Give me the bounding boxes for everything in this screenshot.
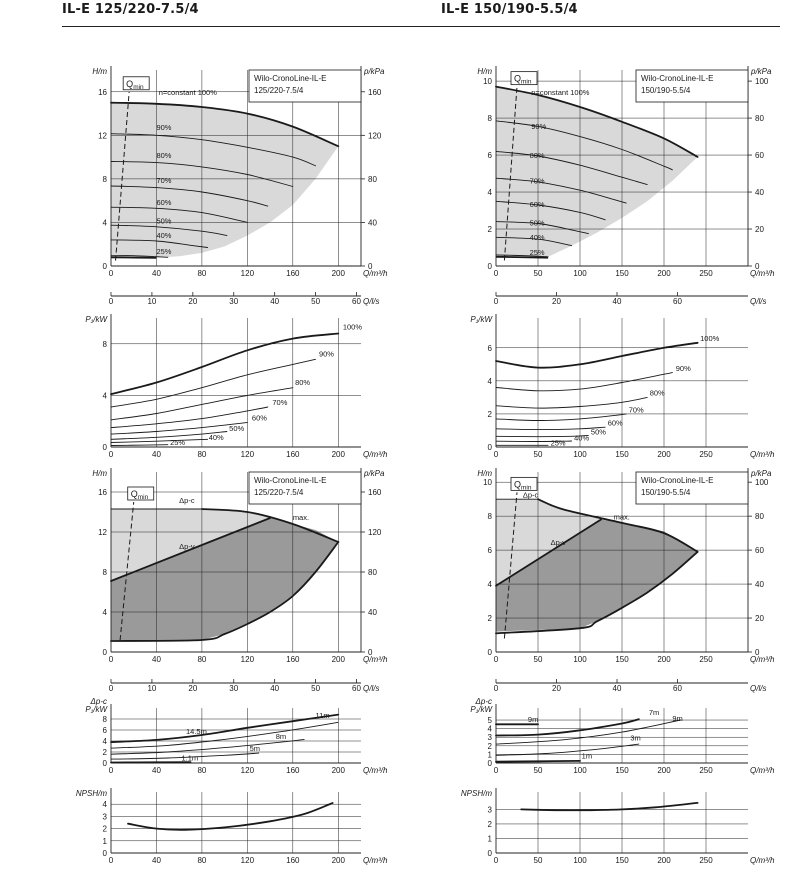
- curve-label: max.: [613, 512, 630, 522]
- chart-l5: [76, 788, 388, 865]
- y-tick-label: 2: [487, 225, 492, 235]
- y2-tick-label: 40: [368, 218, 377, 228]
- legend-text: Wilo-CronoLine-IL-E: [641, 74, 714, 83]
- y-tick-label: 4: [102, 800, 107, 810]
- chart-l3: [92, 468, 388, 693]
- y-tick-label: 2: [102, 824, 107, 834]
- series-npsh-curve: [521, 803, 697, 810]
- x-tick-label: 80: [197, 766, 207, 775]
- y-axis-label: NPSH/m: [460, 789, 492, 798]
- flow-ls-tick-label: 60: [352, 297, 361, 306]
- flow-ls-tick-label: 0: [493, 684, 499, 693]
- flow-ls-axis-label: Q/l/s: [750, 684, 767, 693]
- x-tick-label: 0: [108, 655, 114, 664]
- y-tick-label: 0: [487, 759, 492, 768]
- x-tick-label: 120: [240, 655, 255, 664]
- x-tick-label: 100: [573, 450, 587, 459]
- x-axis-label: Q/m³/h: [363, 856, 388, 865]
- flow-ls-tick-label: 60: [673, 297, 682, 306]
- y-axis-label: P₁/kW: [470, 315, 492, 324]
- flow-ls-tick-label: 60: [352, 684, 361, 693]
- x-tick-label: 200: [331, 856, 345, 865]
- flow-ls-tick-label: 20: [552, 297, 561, 306]
- x-tick-label: 80: [197, 856, 207, 865]
- curve-label: max.: [292, 513, 310, 522]
- x-tick-label: 80: [197, 450, 207, 459]
- x-tick-label: 150: [615, 856, 629, 865]
- curve-label: 90%: [156, 122, 172, 132]
- curve-label: 25%: [529, 247, 545, 257]
- x-tick-label: 50: [533, 655, 543, 664]
- y-tick-label: 0: [487, 849, 492, 858]
- qmin-subscript: min: [137, 494, 149, 501]
- y-tick-label: 4: [487, 188, 492, 198]
- y-tick-label: 4: [102, 608, 107, 617]
- y-tick-label: 6: [102, 726, 107, 735]
- series-70--curve: [111, 407, 268, 428]
- qmin-subscript: min: [521, 484, 532, 492]
- y-tick-label: 8: [102, 715, 107, 724]
- y-tick-label: 4: [487, 376, 492, 386]
- x-tick-label: 160: [286, 450, 300, 459]
- x-tick-label: 200: [657, 655, 671, 664]
- legend-text: 150/190-5.5/4: [641, 488, 691, 497]
- y-tick-label: 4: [487, 580, 492, 590]
- y-axis-label: NPSH/m: [75, 789, 107, 798]
- qmin-label: $Q_{min}$: [126, 78, 144, 91]
- y-tick-label: 5: [487, 716, 492, 726]
- curve-label: 1.1m: [181, 753, 199, 763]
- curve-label: 60%: [156, 198, 172, 208]
- curve-label: 25%: [170, 438, 186, 448]
- x-tick-label: 150: [615, 450, 629, 459]
- curve-label: 90%: [318, 349, 334, 359]
- y2-tick-label: 60: [755, 151, 764, 161]
- curve-label: 70%: [156, 176, 172, 186]
- x-tick-label: 200: [657, 766, 671, 775]
- page-title-left: IL-E 125/220-7.5/4: [62, 2, 199, 17]
- curve-label: 80%: [295, 378, 311, 388]
- curve-label: 90%: [675, 363, 691, 373]
- y-tick-label: 8: [102, 174, 107, 184]
- x-tick-label: 0: [493, 856, 499, 865]
- curve-label: 80%: [529, 150, 545, 160]
- x-tick-label: 100: [573, 269, 587, 278]
- series-80--curve: [496, 397, 647, 408]
- flow-ls-axis-label: Q/l/s: [750, 297, 767, 306]
- y2-axis-label: p/kPa: [751, 67, 772, 76]
- chart-l2: [85, 314, 388, 459]
- curve-label: 90%: [531, 122, 547, 132]
- flow-ls-tick-label: 30: [229, 684, 239, 693]
- flow-ls-tick-label: 10: [147, 297, 157, 306]
- x-axis-label: Q/m³/h: [750, 655, 775, 664]
- curve-label: 80%: [649, 388, 665, 398]
- curve-label: 9m: [527, 714, 539, 724]
- x-axis-label: Q/m³/h: [363, 269, 388, 278]
- y-tick-label: 2: [487, 741, 492, 751]
- curve-label: 3m: [630, 733, 641, 743]
- y2-tick-label: 80: [368, 568, 377, 577]
- y2-tick-label: 60: [755, 546, 764, 556]
- chart-l4: [85, 697, 388, 775]
- flow-ls-tick-label: 20: [188, 684, 198, 693]
- legend-text: Wilo-CronoLine-IL-E: [254, 74, 327, 83]
- x-tick-label: 50: [533, 269, 543, 278]
- curve-label: Δp-v: [550, 538, 567, 548]
- x-tick-label: 200: [331, 269, 345, 278]
- x-tick-label: 250: [699, 269, 713, 278]
- chart-r4: [470, 697, 775, 775]
- x-tick-label: 150: [615, 655, 629, 664]
- flow-ls-tick-label: 0: [108, 684, 114, 693]
- x-tick-label: 150: [615, 269, 629, 278]
- y-axis-label: P₁/kW: [470, 705, 492, 714]
- curve-label: 25%: [550, 438, 566, 448]
- y2-tick-label: 80: [755, 114, 764, 124]
- curve-label: 11m: [315, 710, 330, 720]
- y2-axis-label: p/kPa: [751, 469, 772, 478]
- flow-ls-tick-label: 50: [311, 684, 321, 693]
- curve-label: 5m: [249, 743, 261, 753]
- y-axis-label: H/m: [477, 469, 492, 478]
- series-40--curve: [111, 439, 208, 442]
- flow-ls-tick-label: 10: [147, 684, 157, 693]
- flow-ls-tick-label: 40: [270, 684, 280, 693]
- y-tick-label: 3: [102, 812, 107, 822]
- y-axis-label: H/m: [477, 67, 492, 76]
- y-tick-label: 8: [487, 114, 492, 124]
- y2-tick-label: 0: [755, 262, 760, 271]
- x-axis-label: Q/m³/h: [363, 766, 388, 775]
- y2-tick-label: 100: [755, 478, 769, 488]
- x-axis-label: Q/m³/h: [750, 450, 775, 459]
- series-1m-curve: [496, 761, 580, 762]
- y-tick-label: 2: [487, 614, 492, 624]
- operating-range-area: [111, 103, 338, 258]
- flow-ls-axis-label: Q/l/s: [363, 297, 380, 306]
- y-tick-label: 16: [98, 488, 107, 497]
- x-tick-label: 80: [197, 655, 207, 664]
- curve-label: 9m: [672, 713, 683, 723]
- x-tick-label: 100: [573, 856, 587, 865]
- chart-r1: [477, 66, 775, 306]
- x-tick-label: 160: [286, 766, 300, 775]
- series-60--curve: [111, 423, 247, 435]
- y-tick-label: 4: [102, 391, 107, 401]
- y2-axis-label: p/kPa: [364, 469, 385, 478]
- x-axis-label: Q/m³/h: [750, 856, 775, 865]
- curve-label: Δp-c: [522, 490, 539, 500]
- series-100--curve: [496, 343, 698, 368]
- flow-ls-tick-label: 50: [311, 297, 321, 306]
- y-tick-label: 0: [487, 262, 492, 271]
- y-tick-label: 10: [483, 77, 492, 87]
- x-tick-label: 40: [152, 766, 161, 775]
- y-tick-label: 12: [98, 131, 107, 141]
- chart-r2: [470, 314, 775, 459]
- curve-label: 25%: [156, 247, 172, 257]
- curve-label: 8m: [275, 731, 287, 741]
- x-tick-label: 160: [286, 655, 300, 664]
- y-axis-label-top: Δp-c: [90, 697, 107, 706]
- y-tick-label: 3: [487, 805, 492, 815]
- curve-label: 80%: [156, 151, 172, 161]
- chart-l1: [92, 66, 388, 306]
- qmin-subscript: min: [133, 83, 144, 91]
- y2-tick-label: 160: [368, 488, 382, 497]
- x-tick-label: 40: [152, 450, 161, 459]
- chart-r3: [477, 468, 775, 693]
- y-tick-label: 0: [102, 849, 107, 858]
- flow-ls-tick-label: 20: [552, 684, 561, 693]
- y-tick-label: 0: [487, 648, 492, 657]
- y-tick-label: 3: [487, 733, 492, 743]
- legend-text: Wilo-CronoLine-IL-E: [641, 476, 714, 485]
- minimum-speed-line: [496, 257, 548, 258]
- curve-label: Δp-c: [179, 496, 195, 505]
- y-tick-label: 0: [487, 443, 492, 452]
- x-tick-label: 200: [657, 450, 671, 459]
- y-axis-label: H/m: [92, 67, 107, 76]
- y-tick-label: 6: [487, 151, 492, 161]
- y-tick-label: 2: [487, 409, 492, 419]
- curve-label: 40%: [529, 233, 545, 243]
- x-tick-label: 250: [699, 856, 713, 865]
- y-tick-label: 2: [487, 819, 492, 829]
- y-axis-label: P₁/kW: [85, 705, 107, 714]
- flow-ls-tick-label: 60: [673, 684, 682, 693]
- y2-tick-label: 40: [755, 188, 764, 198]
- y2-tick-label: 120: [368, 131, 382, 141]
- x-tick-label: 250: [699, 766, 713, 775]
- y2-tick-label: 160: [368, 87, 382, 97]
- legend-text: 150/190-5.5/4: [641, 86, 691, 95]
- x-tick-label: 50: [533, 766, 543, 775]
- x-tick-label: 200: [331, 766, 345, 775]
- y-tick-label: 4: [102, 218, 107, 228]
- x-tick-label: 160: [286, 856, 300, 865]
- series-11m-curve: [111, 722, 338, 748]
- curve-label: 60%: [251, 413, 267, 423]
- legend-text: 125/220-7.5/4: [254, 488, 304, 497]
- y-tick-label: 1: [487, 750, 492, 760]
- qmin-label: $Q_{min}$: [514, 73, 532, 86]
- curve-label: 70%: [628, 405, 644, 415]
- x-tick-label: 50: [533, 450, 543, 459]
- x-tick-label: 120: [240, 269, 255, 278]
- x-tick-label: 0: [493, 766, 499, 775]
- x-tick-label: 40: [152, 856, 161, 865]
- y2-tick-label: 80: [368, 174, 377, 184]
- x-tick-label: 200: [657, 269, 671, 278]
- y-tick-label: 10: [483, 478, 492, 488]
- minimum-speed-line: [111, 257, 157, 258]
- x-tick-label: 160: [286, 269, 300, 278]
- y-tick-label: 4: [487, 724, 492, 734]
- curve-label: 100%: [342, 322, 363, 332]
- curve-label: 50%: [590, 427, 606, 437]
- series-25--curve: [111, 445, 168, 446]
- chart-r5: [461, 788, 775, 865]
- curve-label: n=constant 100%: [158, 88, 217, 98]
- y2-tick-label: 40: [755, 580, 764, 590]
- y-tick-label: 0: [102, 759, 107, 768]
- series-70--curve: [496, 414, 626, 421]
- x-tick-label: 250: [699, 450, 713, 459]
- curve-label: 60%: [529, 199, 545, 209]
- y2-tick-label: 40: [368, 608, 377, 617]
- y-tick-label: 0: [102, 262, 107, 271]
- x-tick-label: 40: [152, 269, 161, 278]
- y-axis-label-top: Δp-c: [475, 697, 492, 706]
- curve-label: Δp-v: [179, 542, 195, 551]
- x-tick-label: 0: [108, 856, 114, 865]
- series-60--curve: [496, 427, 605, 429]
- y-tick-label: 2: [102, 748, 107, 757]
- x-tick-label: 100: [573, 766, 587, 775]
- qmin-label: $Q_{min}$: [514, 479, 532, 492]
- curve-label: 100%: [700, 334, 720, 344]
- x-tick-label: 0: [108, 269, 114, 278]
- legend-text: Wilo-CronoLine-IL-E: [254, 476, 327, 485]
- y2-axis-label: p/kPa: [364, 67, 385, 76]
- curve-label: 60%: [607, 418, 623, 428]
- y-tick-label: 1: [102, 836, 107, 846]
- curve-label: 7m: [648, 707, 660, 717]
- y-tick-label: 8: [102, 568, 107, 577]
- flow-ls-axis-label: Q/l/s: [363, 684, 380, 693]
- curve-label: 14.5m: [186, 726, 207, 736]
- y2-tick-label: 20: [755, 225, 764, 235]
- curve-label: 70%: [529, 176, 545, 186]
- x-tick-label: 0: [108, 450, 114, 459]
- curve-label: n=constant 100%: [531, 87, 590, 97]
- y2-tick-label: 100: [755, 77, 769, 87]
- x-tick-label: 120: [240, 856, 255, 865]
- y-tick-label: 8: [102, 339, 107, 349]
- x-tick-label: 200: [331, 450, 345, 459]
- y-tick-label: 4: [102, 737, 107, 746]
- x-tick-label: 0: [493, 655, 499, 664]
- flow-ls-tick-label: 40: [612, 297, 622, 306]
- y2-tick-label: 0: [755, 648, 760, 657]
- x-tick-label: 200: [657, 856, 671, 865]
- x-tick-label: 200: [331, 655, 345, 664]
- flow-ls-tick-label: 30: [229, 297, 239, 306]
- page-title-right: IL-E 150/190-5.5/4: [441, 2, 578, 17]
- y-tick-label: 16: [98, 87, 107, 97]
- x-tick-label: 0: [108, 766, 114, 775]
- curve-label: 40%: [208, 432, 224, 442]
- curve-label: 50%: [529, 218, 545, 228]
- x-tick-label: 120: [240, 766, 255, 775]
- x-tick-label: 40: [152, 655, 161, 664]
- y2-tick-label: 80: [755, 512, 764, 522]
- x-tick-label: 120: [240, 450, 255, 459]
- legend-text: 125/220-7.5/4: [254, 86, 304, 95]
- x-tick-label: 150: [615, 766, 629, 775]
- y-axis-label: H/m: [92, 469, 107, 478]
- y-tick-label: 8: [487, 512, 492, 522]
- flow-ls-tick-label: 0: [493, 297, 499, 306]
- y2-tick-label: 0: [368, 648, 373, 657]
- x-tick-label: 50: [533, 856, 543, 865]
- x-tick-label: 250: [699, 655, 713, 664]
- x-axis-label: Q/m³/h: [363, 450, 388, 459]
- flow-ls-tick-label: 40: [612, 684, 622, 693]
- x-axis-label: Q/m³/h: [363, 655, 388, 664]
- x-axis-label: Q/m³/h: [750, 269, 775, 278]
- y2-tick-label: 120: [368, 528, 382, 537]
- y2-tick-label: 20: [755, 614, 764, 624]
- x-axis-label: Q/m³/h: [750, 766, 775, 775]
- x-tick-label: 80: [197, 269, 207, 278]
- curve-label: 50%: [156, 216, 172, 226]
- y-tick-label: 6: [487, 546, 492, 556]
- y-axis-label: P₁/kW: [85, 315, 107, 324]
- y-tick-label: 12: [98, 528, 107, 537]
- y2-tick-label: 0: [368, 262, 373, 271]
- curve-label: 40%: [574, 433, 590, 443]
- x-tick-label: 100: [573, 655, 587, 664]
- y-tick-label: 0: [102, 443, 107, 452]
- qmin-subscript: min: [521, 78, 532, 86]
- flow-ls-tick-label: 40: [270, 297, 280, 306]
- y-tick-label: 6: [487, 343, 492, 353]
- curve-label: 1m: [581, 751, 593, 761]
- curve-label: 50%: [229, 423, 245, 433]
- curve-label: 70%: [272, 398, 288, 408]
- curve-label: 40%: [156, 231, 172, 241]
- x-tick-label: 0: [493, 450, 499, 459]
- y-tick-label: 0: [102, 648, 107, 657]
- flow-ls-tick-label: 20: [188, 297, 198, 306]
- qmin-label: $Q_{min}$: [130, 489, 149, 501]
- series-90--curve: [496, 373, 672, 391]
- flow-ls-tick-label: 0: [108, 297, 114, 306]
- x-tick-label: 0: [493, 269, 499, 278]
- y-tick-label: 1: [487, 834, 492, 844]
